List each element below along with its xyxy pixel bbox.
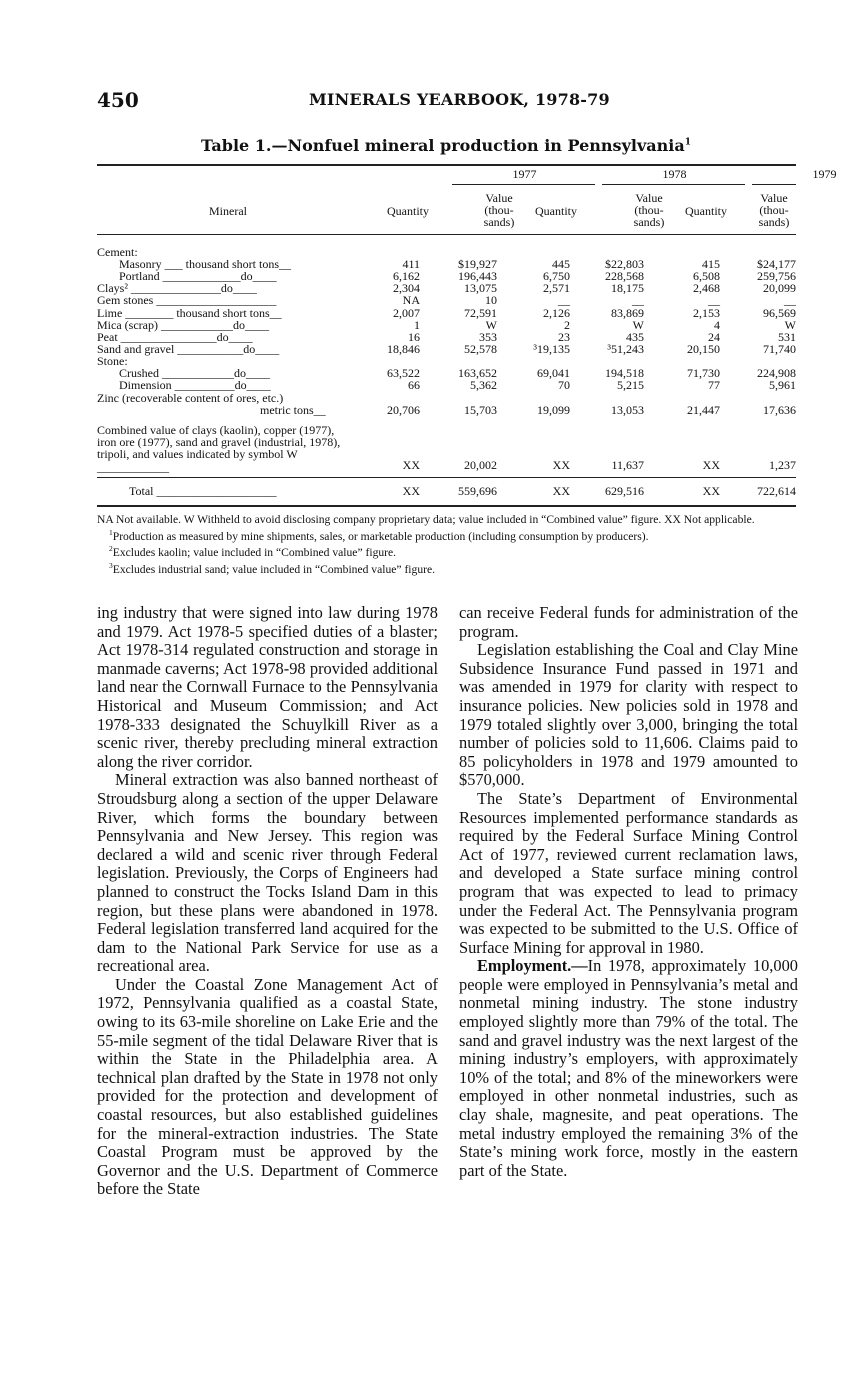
cell-q1978: XX: [552, 484, 570, 498]
table-cell: 20,099: [763, 281, 796, 295]
table-cell: 17,636: [763, 403, 796, 417]
table-cell: 15,703: [464, 403, 497, 417]
row-label: Masonry ___ thousand short tons__: [119, 257, 291, 271]
cell-v1978: 11,637: [611, 458, 644, 472]
table-cell: 163,652: [458, 366, 497, 380]
value-header-line: sands): [483, 215, 515, 229]
table-cell: 96,569: [763, 306, 796, 320]
table-cell: 2,304: [393, 281, 420, 295]
table-cell: __: [708, 293, 720, 307]
table-cell: __: [558, 293, 570, 307]
table-cell: 6,162: [393, 269, 420, 283]
combined-value-label: Combined value of clays (kaolin), copper (1977), iron ore (1977), sand and gravel (industrial, 1978), tripoli, and values indicated by symbol W ____________: [97, 423, 341, 474]
paragraph-text: In 1978, approximately 10,000 people were employed in Pennsylvania’s metal and nonmetal mining industry. The stone industry employed slightly more than 79% of the total. The sand and gravel industry was the next largest of the mining industry’s employers, with approximately 10% of the total; and 8% of the mineworkers were employed in other nonmetal industries, such as clay shale, magnesite, and peat operations. The metal industry employed the remaining 3% of the State’s mining work force, mostly in the eastern part of the State.: [459, 956, 798, 1180]
value-header-line: (thou-: [634, 203, 664, 217]
value-header-line: sands): [758, 215, 790, 229]
total-row: [97, 485, 796, 497]
body-column-left: [97, 604, 438, 1199]
row-label: metric tons__: [260, 403, 326, 417]
footnote-text: Excludes industrial sand; value included in “Combined value” figure.: [112, 562, 436, 576]
table-cell: 2,571: [543, 281, 570, 295]
table-cell: 531: [778, 330, 796, 344]
year-rule-1979: [752, 184, 796, 185]
cell-q1978: XX: [552, 458, 570, 472]
running-title: MINERALS YEARBOOK, 1978-79: [309, 90, 610, 109]
table-cell: W: [485, 318, 497, 332]
table-cell: 6,750: [543, 269, 570, 283]
table-cell: 77: [708, 378, 720, 392]
table-cell: 20,150: [687, 342, 720, 356]
row-label: Sand and gravel ___________do____: [97, 342, 280, 356]
table-footnotes: [97, 514, 797, 577]
table-cell: 5,961: [769, 378, 796, 392]
table-cell: 1: [414, 318, 420, 332]
page-header: [97, 88, 773, 114]
value-header-line: Value: [760, 191, 788, 205]
row-label: Crushed ____________do____: [119, 366, 270, 380]
table-row: [97, 294, 796, 306]
mineral-column-header: Mineral: [209, 204, 247, 218]
table-cell: 224,908: [757, 366, 796, 380]
total-label: Total ____________________: [129, 484, 277, 498]
row-label: Peat ________________do____: [97, 330, 253, 344]
footnote-mark: 3: [109, 561, 113, 571]
table-cell: 353: [479, 330, 497, 344]
value-header-1979: [729, 192, 819, 228]
row-label: Lime ________ thousand short tons__: [97, 306, 282, 320]
footnote-3: [97, 560, 797, 577]
paragraph: Mineral extraction was also banned northeast of Stroudsburg along a section of the upper Delaware River, which forms the boundary between Pennsylvania and New Jersey. This region was declared a wild and scenic river through Federal legislation. Previously, the Corps of Engineers had planned to construct the Tocks Island Dam in this region, but these plans were abandoned in 1978. Federal legislation transferred land acquired for the dam to the National Park Service for use as a recreational area.: [97, 770, 438, 976]
table-cell: NA: [402, 293, 420, 307]
table-cell: 194,518: [605, 366, 644, 380]
table-cell: 18,175: [611, 281, 644, 295]
table-cell: 259,756: [757, 269, 796, 283]
table-cell: 2: [564, 318, 570, 332]
table-cell: 71,730: [687, 366, 720, 380]
table-cell: 21,447: [687, 403, 720, 417]
row-label: Cement:: [97, 245, 138, 259]
table-cell: 13,075: [464, 281, 497, 295]
year-rule-1977: [452, 184, 595, 185]
row-label: Portland _____________do____: [119, 269, 277, 283]
quantity-header-1978: Quantity: [535, 204, 577, 218]
row-label: Mica (scrap) ____________do____: [97, 318, 269, 332]
table-cell: 435: [626, 330, 644, 344]
row-label: Clays² _______________do____: [97, 281, 257, 295]
quantity-header-1979: Quantity: [685, 204, 727, 218]
footnote-text: Production as measured by mine shipments, sales, or marketable production (including consumption by producers).: [112, 529, 649, 543]
footnote-mark: 2: [109, 544, 113, 554]
table-cell: 5,362: [470, 378, 497, 392]
cell-v1979: 722,614: [757, 484, 796, 498]
table-title-footnote-mark: 1: [684, 137, 691, 148]
paragraph: ing industry that were signed into law during 1978 and 1979. Act 1978-5 specified duties of a blaster; Act 1978-314 regulated construction and storage in manmade caverns; Act 1978-98 provided additional land near the Cornwall Furnace to the Pennsylvania Historical and Museum Commission; and Act 1978-333 designated the Schuylkill River as a scenic river, thereby precluding mineral extraction along the river corridor.: [97, 603, 438, 771]
value-header-line: (thou-: [759, 203, 789, 217]
year-rule-1978: [602, 184, 745, 185]
table-cell: 228,568: [605, 269, 644, 283]
table-cell: 196,443: [458, 269, 497, 283]
table-cell: 20,706: [387, 403, 420, 417]
value-header-line: Value: [635, 191, 663, 205]
table-cell: 24: [708, 330, 720, 344]
table-cell: 18,846: [387, 342, 420, 356]
year-header-1978: 1978: [662, 167, 687, 181]
footnote-1: [97, 527, 797, 544]
table-cell: 83,869: [611, 306, 644, 320]
table-cell: 445: [552, 257, 570, 271]
footnote-mark: 1: [109, 527, 113, 537]
table-cell: 4: [714, 318, 720, 332]
year-header-1979: 1979: [812, 167, 837, 181]
table-row: [97, 379, 796, 391]
cell-v1977: 20,002: [464, 458, 497, 472]
table-cell: 69,041: [537, 366, 570, 380]
quantity-header-1977: Quantity: [387, 204, 429, 218]
table-header-rule: [97, 234, 796, 235]
table-cell: 13,053: [611, 403, 644, 417]
page-number: 450: [97, 88, 139, 112]
table-cell: 16: [408, 330, 420, 344]
table-cell: 415: [702, 257, 720, 271]
footnote-2: [97, 543, 797, 560]
table-top-rule: [97, 164, 796, 166]
table-cell: 2,126: [543, 306, 570, 320]
row-label: Stone:: [97, 354, 128, 368]
table-cell: 72,591: [464, 306, 497, 320]
cell-q1977: XX: [402, 458, 420, 472]
value-header-line: Value: [485, 191, 513, 205]
value-header-line: (thou-: [484, 203, 514, 217]
paragraph: Under the Coastal Zone Management Act of 1972, Pennsylvania qualified as a coastal State, owing to its 63-mile shoreline on Lake Erie and the 55-mile segment of the tidal Delaware River that is within the State in the Philadelphia area. A technical plan drafted by the State in 1978 not only provided for the protection and development of coastal resources, but also established guidelines for the mineral-extraction industries. The State Coastal Program must be approved by the Governor and the U.S. Department of Commerce before the State: [97, 974, 438, 1199]
paragraph-employment: [459, 957, 798, 1180]
footnote-abbreviations: NA Not available. W Withheld to avoid disclosing company proprietary data; value included in “Combined value” figure. XX Not applicable.: [97, 513, 755, 526]
table-cell: W: [784, 318, 796, 332]
table-cell: 2,007: [393, 306, 420, 320]
footnote-text: Excludes kaolin; value included in “Combined value” figure.: [112, 546, 397, 560]
row-label: Dimension __________do____: [119, 378, 271, 392]
table-cell: 19,099: [537, 403, 570, 417]
table-bottom-rule: [97, 505, 796, 507]
table-cell: $24,177: [757, 257, 796, 271]
table-cell: 63,522: [387, 366, 420, 380]
table-cell: 71,740: [763, 342, 796, 356]
table-cell: 66: [408, 378, 420, 392]
cell-q1977: XX: [402, 484, 420, 498]
year-header-1977: 1977: [512, 167, 537, 181]
table-cell: 70: [558, 378, 570, 392]
paragraph: can receive Federal funds for administration of the program.: [459, 603, 798, 641]
table-cell: $19,927: [458, 257, 497, 271]
table-cell: 23: [558, 330, 570, 344]
cell-q1979: XX: [702, 458, 720, 472]
table-row: [97, 343, 796, 355]
cell-q1979: XX: [702, 484, 720, 498]
table-title: [97, 136, 795, 155]
value-header-line: sands): [633, 215, 665, 229]
cell-v1978: 629,516: [605, 484, 644, 498]
paragraph: Legislation establishing the Coal and Clay Mine Subsidence Insurance Fund passed in 1971 and was amended in 1979 for clarity with respect to insurance policies. New policies sold in 1978 and 1979 totaled slightly over 3,000, bringing the total number of policies sold to 11,606. Claims paid to 85 policyholders in 1978 and 1979 amounted to $570,000.: [459, 640, 798, 790]
total-rule: [97, 477, 796, 478]
table-cell: 5,215: [617, 378, 644, 392]
cell-v1977: 559,696: [458, 484, 497, 498]
row-label: Gem stones ____________________: [97, 293, 277, 307]
table-title-text: Table 1.—Nonfuel mineral production in Pennsylvania: [201, 136, 685, 155]
table-row: [97, 404, 796, 416]
table-cell: ³19,135: [533, 342, 570, 356]
table-cell: 411: [402, 257, 420, 271]
cell-v1979: 1,237: [769, 458, 796, 472]
table-cell: 2,468: [693, 281, 720, 295]
table-cell: __: [632, 293, 644, 307]
table-cell: 52,578: [464, 342, 497, 356]
body-column-right: [459, 604, 798, 1180]
combined-value-row: [97, 459, 796, 471]
section-heading: Employment.—: [477, 956, 588, 976]
table-cell: W: [632, 318, 644, 332]
row-label: Zinc (recoverable content of ores, etc.): [97, 391, 284, 405]
paragraph: The State’s Department of Environmental Resources implemented performance standards as required by the Federal Surface Mining Control Act of 1977, reviewed current reclamation laws, and developed a State surface mining control program that was expected to lead to primacy under the Federal Act. The Pennsylvania program was expected to be submitted to the U.S. Office of Surface Mining for approval in 1980.: [459, 788, 798, 957]
table-cell: __: [784, 293, 796, 307]
table-cell: ³51,243: [607, 342, 644, 356]
table-cell: 10: [485, 293, 497, 307]
table-cell: 2,153: [693, 306, 720, 320]
table-cell: 6,508: [693, 269, 720, 283]
table-cell: $22,803: [605, 257, 644, 271]
